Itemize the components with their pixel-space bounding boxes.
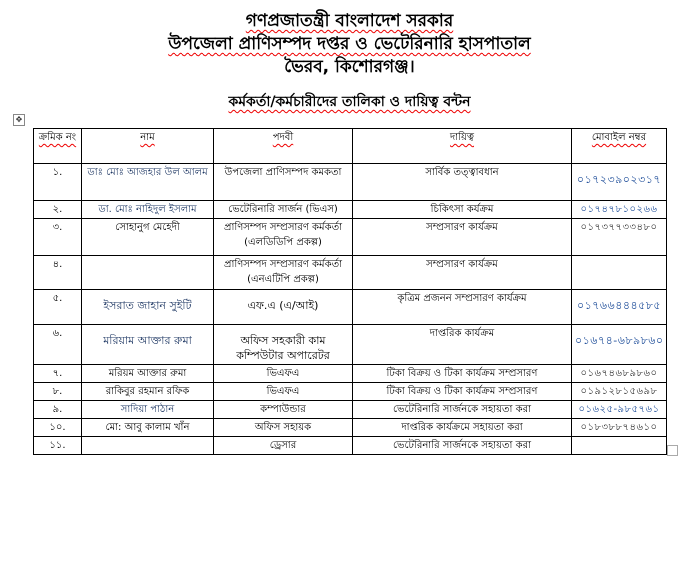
cell-duty: টিকা বিক্রয় ও টিকা কার্যক্রম সম্প্রসারণ	[353, 365, 572, 383]
cell-duty: সার্বিক তত্ত্বাবধান	[353, 164, 572, 201]
cell-duty: সম্প্রসারণ কার্যক্রম	[353, 256, 572, 290]
cell-duty: ভেটেরিনারি সার্জনকে সহায়তা করা	[353, 437, 572, 455]
cell-name: রাকিবুর রহমান রফিক	[82, 383, 214, 401]
cell-designation: ভেটেরিনারি সার্জন (ভিএস)	[214, 201, 353, 219]
cell-name: মরিয়াম আক্তার রুমা	[82, 325, 214, 365]
col-mobile: মোবাইল নম্বর	[572, 129, 667, 164]
cell-mobile: ০১৮৩৮৮৭৪৬১০	[572, 419, 667, 437]
cell-designation: প্রাণিসম্পদ সম্প্রসারণ কর্মকর্তা (এনএটিপি প্রকল্প)	[214, 256, 353, 290]
cell-name: মরিয়ম আক্তার রুমা	[82, 365, 214, 383]
table-row	[34, 437, 667, 455]
cell-mobile: ০১৬২৫-৯৮৫৭৬১	[572, 401, 667, 419]
table-header-row	[34, 129, 667, 164]
cell-mobile: ০১৭৩৭৭৩৩৪৮০	[572, 219, 667, 256]
table-row	[34, 219, 667, 256]
cell-name	[82, 437, 214, 455]
cell-serial: ৩.	[34, 219, 82, 256]
table-row	[34, 401, 667, 419]
table-move-handle-icon[interactable]: ✥	[13, 114, 25, 126]
cell-serial: ৫.	[34, 290, 82, 325]
table-row	[34, 325, 667, 365]
header-office	[0, 33, 699, 55]
header-location	[0, 56, 699, 78]
cell-serial: ৯.	[34, 401, 82, 419]
col-duty: দায়িত্ব	[353, 129, 572, 164]
cell-duty: সম্প্রসারণ কার্যক্রম	[353, 219, 572, 256]
cell-serial: ৭.	[34, 365, 82, 383]
cell-duty: ভেটেরিনারি সার্জনকে সহায়তা করা	[353, 401, 572, 419]
cell-mobile: ০১৬৭৪-৬৮৯৮৬০	[572, 325, 667, 365]
header-line1: গণপ্রজাতন্ত্রী বাংলাদেশ সরকার	[245, 11, 454, 31]
cell-designation: ড্রেসার	[214, 437, 353, 455]
cell-name: ইসরাত জাহান সুইটি	[82, 290, 214, 325]
cell-mobile: ০১৭৪৭৮১০২৬৬	[572, 201, 667, 219]
cell-mobile	[572, 256, 667, 290]
cell-designation: প্রাণিসম্পদ সম্প্রসারণ কর্মকর্তা (এলডিডিপি প্রকল্প)	[214, 219, 353, 256]
col-name: নাম	[82, 129, 214, 164]
cell-designation: ভিএফএ	[214, 383, 353, 401]
cell-name: সাদিয়া পাঠান	[82, 401, 214, 419]
col-designation: পদবী	[214, 129, 353, 164]
staff-table	[33, 128, 667, 455]
cell-duty: দাপ্তরিক কার্যক্রম	[353, 325, 572, 365]
cell-serial: ৮.	[34, 383, 82, 401]
header-line2: উপজেলা প্রাণিসম্পদ দপ্তর ও ভেটেরিনারি হাসপাতাল	[168, 34, 531, 54]
col-serial: ক্রমিক নং	[34, 129, 82, 164]
table-row	[34, 290, 667, 325]
cell-name: মো: আবু কালাম খাঁন	[82, 419, 214, 437]
cell-mobile: ০১৭২৩৯০২৩১৭	[572, 164, 667, 201]
cell-designation: কম্পাউন্ডার	[214, 401, 353, 419]
table-row	[34, 256, 667, 290]
cell-name: সোহানুগ মেহেদী	[82, 219, 214, 256]
cell-name: ডা. মোঃ নাহিদুল ইসলাম	[82, 201, 214, 219]
header-govt	[0, 10, 699, 32]
cell-designation: উপজেলা প্রাণিসম্পদ কমকতা	[214, 164, 353, 201]
cell-name: ডাঃ মোঃ আজহার উল আলম	[82, 164, 214, 201]
cell-name	[82, 256, 214, 290]
header-line3: ভৈরব, কিশোরগঞ্জ।	[284, 57, 415, 77]
cell-mobile: ০১৬৭৪৬৮৯৮৬০	[572, 365, 667, 383]
cell-duty: দাপ্তরিক কার্যক্রমে সহায়তা করা	[353, 419, 572, 437]
table-row	[34, 164, 667, 201]
cell-designation: অফিস সহায়ক	[214, 419, 353, 437]
cell-serial: ২.	[34, 201, 82, 219]
table-resize-handle[interactable]	[667, 445, 678, 456]
cell-duty: চিকিৎসা কর্যক্রম	[353, 201, 572, 219]
cell-duty: টিকা বিক্রয় ও টিকা কার্যক্রম সম্প্রসারণ	[353, 383, 572, 401]
cell-designation: ভিএফএ	[214, 365, 353, 383]
cell-mobile: ০১৯১২৮১৫৬৯৮	[572, 383, 667, 401]
title-text: কর্মকর্তা/কর্মচারীদের তালিকা ও দায়িত্ব বন্টন	[228, 94, 471, 110]
cell-serial: ৬.	[34, 325, 82, 365]
table-row	[34, 201, 667, 219]
cell-serial: ৪.	[34, 256, 82, 290]
cell-designation: এফ.এ (এ/আই)	[214, 290, 353, 325]
cell-serial: ১.	[34, 164, 82, 201]
cell-designation: অফিস সহকারী কাম কম্পিউটার অপারেটর	[214, 325, 353, 365]
table-row	[34, 365, 667, 383]
cell-serial: ১১.	[34, 437, 82, 455]
table-row	[34, 383, 667, 401]
cell-mobile: ০১৭৬৬৪৪৪৫৮৫	[572, 290, 667, 325]
cell-serial: ১০.	[34, 419, 82, 437]
table-row	[34, 419, 667, 437]
cell-mobile	[572, 437, 667, 455]
page-title	[0, 91, 699, 113]
cell-duty: কৃত্রিম প্রজনন সম্প্রসারণ কার্যক্রম	[353, 290, 572, 325]
